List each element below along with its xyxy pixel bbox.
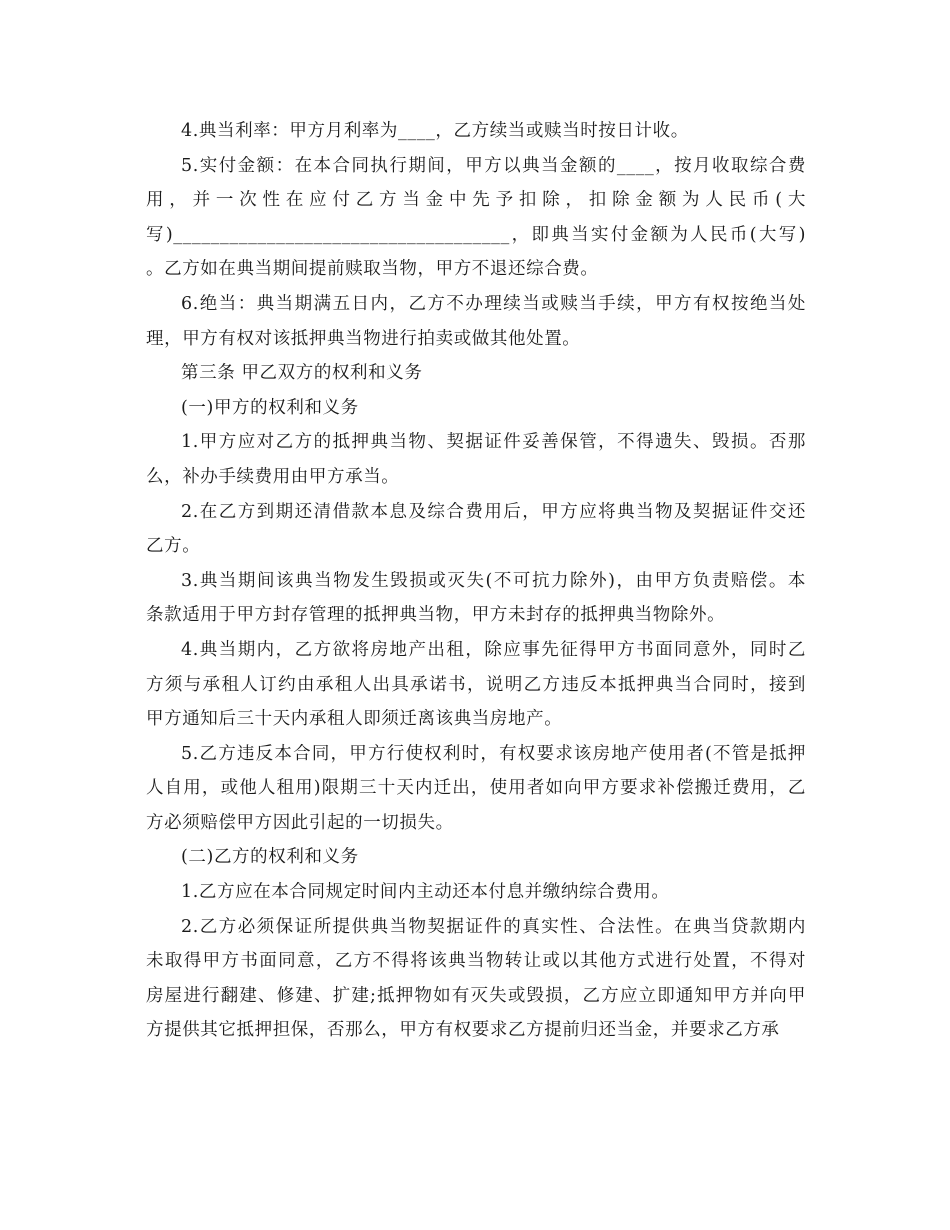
paragraph-p1 [146, 114, 806, 149]
text-line: 1.甲方应对乙方的抵押典当物、契据证件妥善保管，不得遗失、毁损。否那 [181, 432, 806, 453]
text-line: (一)甲方的权利和义务 [181, 397, 359, 418]
paragraph-p8 [146, 564, 806, 633]
text-line: 理，甲方有权对该抵押典当物进行拍卖或做其他处置。 [146, 328, 581, 349]
text-line: 6.绝当：典当期满五日内，乙方不办理续当或赎当手续，甲方有权按绝当处 [181, 293, 806, 314]
text-line: 5.实付金额：在本合同执行期间，甲方以典当金额的____，按月收取综合费 [181, 155, 806, 176]
paragraph-p13 [146, 910, 806, 1048]
paragraph-p4 [146, 356, 806, 391]
text-line: 第三条 甲乙双方的权利和义务 [181, 363, 423, 384]
text-line: 甲方通知后三十天内承租人即须迁离该典当房地产。 [146, 709, 563, 730]
paragraph-p7 [146, 495, 806, 564]
text-line: 4.典当期内，乙方欲将房地产出租，除应事先征得甲方书面同意外，同时乙 [181, 639, 806, 660]
text-line: 写)____________________________________，即典当实付金额为人民币(大写) [146, 224, 806, 245]
paragraph-p11 [146, 840, 806, 875]
text-line: 用，并一次性在应付乙方当金中先予扣除，扣除金额为人民币(大 [146, 190, 806, 211]
text-line: (二)乙方的权利和义务 [181, 847, 359, 868]
text-line: 方须与承租人订约由承租人出具承诺书，说明乙方违反本抵押典当合同时，接到 [146, 674, 806, 695]
text-line: 4.典当利率：甲方月利率为____，乙方续当或赎当时按日计收。 [181, 121, 689, 141]
text-line: 人自用，或他人租用)限期三十天内迁出，使用者如向甲方要求补偿搬迁费用，乙 [146, 778, 806, 799]
text-line: 2.乙方必须保证所提供典当物契据证件的真实性、合法性。在典当贷款期内 [181, 916, 806, 937]
text-line: 么，补办手续费用由甲方承当。 [146, 466, 400, 487]
paragraph-p2 [146, 149, 806, 287]
paragraph-p9 [146, 633, 806, 737]
document-page [146, 114, 806, 1048]
text-line: 乙方。 [146, 536, 201, 557]
paragraph-p3 [146, 287, 806, 356]
paragraph-p6 [146, 425, 806, 494]
text-line: 房屋进行翻建、修建、扩建;抵押物如有灭失或毁损，乙方应立即通知甲方并向甲 [146, 985, 806, 1006]
paragraph-p12 [146, 875, 806, 910]
text-line: 5.乙方违反本合同，甲方行使权利时，有权要求该房地产使用者(不管是抵押 [181, 743, 806, 764]
text-line: 未取得甲方书面同意，乙方不得将该典当物转让或以其他方式进行处置，不得对 [146, 951, 806, 972]
paragraph-p10 [146, 737, 806, 841]
paragraph-p5 [146, 391, 806, 426]
text-line: 2.在乙方到期还清借款本息及综合费用后，甲方应将典当物及契据证件交还 [181, 501, 806, 522]
text-line: 1.乙方应在本合同规定时间内主动还本付息并缴纳综合费用。 [181, 882, 670, 903]
text-line: 。乙方如在典当期间提前赎取当物，甲方不退还综合费。 [146, 259, 599, 280]
text-line: 方提供其它抵押担保，否那么，甲方有权要求乙方提前归还当金，并要求乙方承 [146, 1020, 780, 1041]
text-line: 条款适用于甲方封存管理的抵押典当物，甲方未封存的抵押典当物除外。 [146, 605, 726, 626]
text-line: 3.典当期间该典当物发生毁损或灭失(不可抗力除外)，由甲方负责赔偿。本 [181, 570, 806, 591]
text-line: 方必须赔偿甲方因此引起的一切损失。 [146, 812, 454, 833]
